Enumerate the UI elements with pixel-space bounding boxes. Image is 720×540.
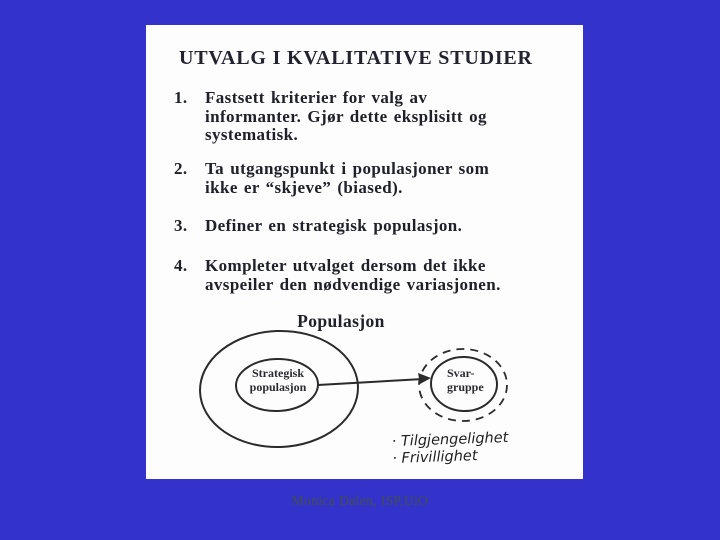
note-line: · Frivillighet bbox=[392, 448, 478, 468]
label-line: Svar- bbox=[447, 366, 475, 380]
page-title: UTVALG I KVALITATIVE STUDIER bbox=[179, 47, 533, 69]
item-text bbox=[205, 160, 489, 197]
population-label: Populasjon bbox=[297, 311, 385, 331]
list-item-4 bbox=[174, 257, 501, 294]
item-line: Fastsett kriterier for valg av bbox=[205, 88, 428, 107]
label-line: populasjon bbox=[249, 380, 307, 394]
item-line: avspeiler den nødvendige variasjonen. bbox=[205, 274, 501, 294]
item-number: 4. bbox=[174, 256, 188, 275]
item-text bbox=[205, 257, 501, 294]
note-line: · Tilgjengelighet bbox=[391, 429, 509, 451]
label-line: gruppe bbox=[447, 380, 484, 394]
selection-arrow-line bbox=[318, 379, 423, 385]
label-line: Strategisk bbox=[252, 366, 304, 380]
item-number: 3. bbox=[174, 216, 188, 235]
svar-gruppe-label bbox=[447, 366, 484, 394]
footer-credit: Monica Dalen, ISP,UiO bbox=[291, 493, 429, 508]
item-line: Kompleter utvalget dersom det ikke bbox=[205, 256, 486, 275]
population-diagram bbox=[146, 305, 583, 480]
strategic-population-label bbox=[232, 366, 324, 394]
list-item-2 bbox=[174, 160, 489, 197]
item-number: 2. bbox=[174, 159, 188, 178]
item-text bbox=[205, 217, 462, 236]
item-line: Ta utgangspunkt i populasjoner som bbox=[205, 159, 490, 178]
handwritten-notes bbox=[391, 430, 509, 468]
item-line: systematisk. bbox=[205, 125, 299, 144]
list-item-1 bbox=[174, 89, 487, 145]
item-line: ikke er “skjeve” (biased). bbox=[205, 177, 403, 197]
scanned-page bbox=[146, 25, 583, 479]
item-line: informanter. Gjør dette eksplisitt og bbox=[205, 106, 487, 126]
list-item-3 bbox=[174, 217, 462, 236]
item-number: 1. bbox=[174, 88, 188, 107]
item-text bbox=[205, 89, 487, 145]
item-line: Definer en strategisk populasjon. bbox=[205, 216, 463, 235]
